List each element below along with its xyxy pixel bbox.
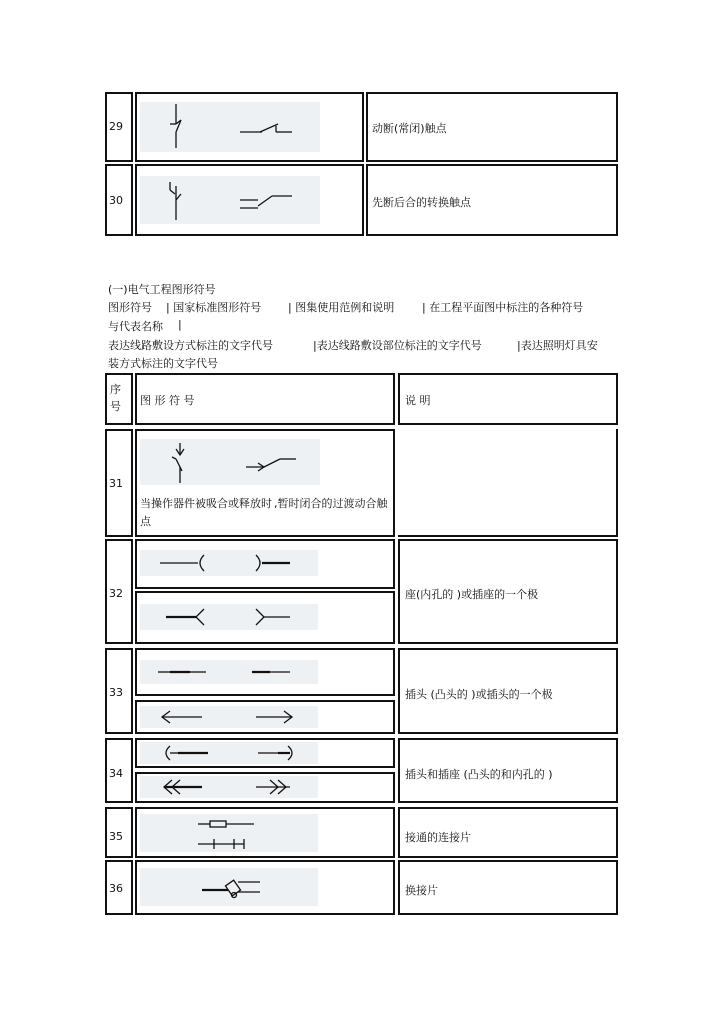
link-atlas-examples[interactable]: | 图集使用范例和说明 <box>288 301 395 314</box>
row-description: 先断后合的转换触点 <box>372 196 471 209</box>
plug-arrow-icon <box>140 706 318 728</box>
plug-and-socket-icon <box>140 742 318 764</box>
section-heading: (一)电气工程图形符号 <box>108 283 216 296</box>
changeover-link-icon <box>140 868 318 906</box>
row-description: 动断(常闭)触点 <box>372 122 447 135</box>
row-description: 点 <box>140 515 151 528</box>
row-number: 30 <box>109 194 123 207</box>
row-description: ,暂时闭合的过渡动合触 <box>274 497 388 510</box>
transient-make-contact-icon <box>140 439 320 485</box>
row-number: 29 <box>109 120 123 133</box>
socket-pole-icon <box>140 550 318 576</box>
link-lamp-install-codes[interactable]: |表达照明灯具安 <box>517 339 598 352</box>
socket-pole-alt-icon <box>140 604 318 630</box>
link-wiring-method-codes[interactable]: 表达线路敷设方式标注的文字代号 <box>108 339 273 352</box>
link-lamp-install-codes-cont[interactable]: 装方式标注的文字代号 <box>108 357 218 370</box>
header-desc: 说 明 <box>405 394 431 407</box>
link-plan-symbols[interactable]: | 在工程平面图中标注的各种符号 <box>422 301 584 314</box>
link-graphic-symbols[interactable]: 图形符号 <box>108 301 152 314</box>
changeover-contact-icon <box>140 176 320 224</box>
row-description: 插头和插座 (凸头的和内孔的 ) <box>405 768 553 781</box>
row-description: 当操作器件被吸合或释放时 <box>140 497 272 510</box>
connecting-link-icon <box>140 814 318 852</box>
separator: | <box>178 318 182 331</box>
link-representative-names[interactable]: 与代表名称 <box>108 320 163 333</box>
row-description: 插头 (凸头的 )或插头的一个极 <box>405 688 553 701</box>
row-description: 接通的连接片 <box>405 831 471 844</box>
header-symbol: 图 形 符 号 <box>140 394 195 407</box>
nc-contact-icon <box>140 102 320 152</box>
link-wiring-location-codes[interactable]: |表达线路敷设部位标注的文字代号 <box>313 339 482 352</box>
row-description: 换接片 <box>405 884 438 897</box>
plug-pole-icon <box>140 660 318 684</box>
header-no: 序号 <box>110 383 121 413</box>
plug-and-socket-arrow-icon <box>140 776 318 798</box>
row-description: 座(内孔的 )或插座的一个极 <box>405 588 539 601</box>
link-national-standard[interactable]: | 国家标准图形符号 <box>166 301 262 314</box>
